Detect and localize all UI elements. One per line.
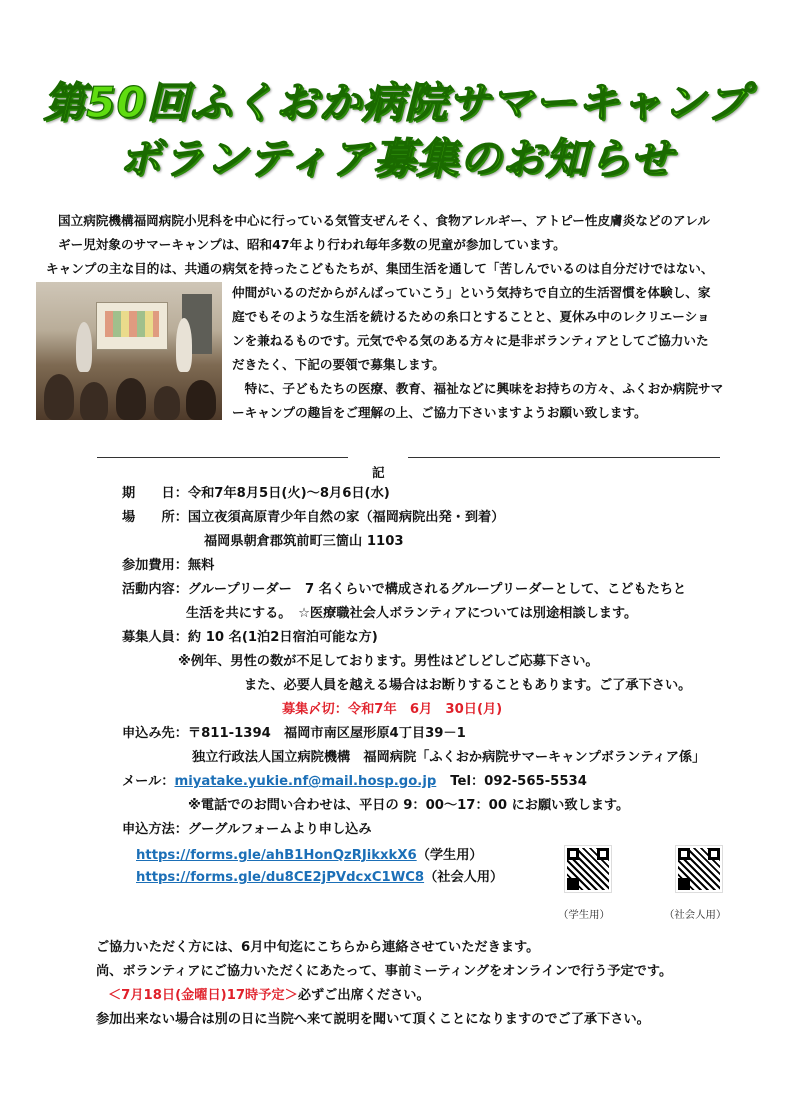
divider-right xyxy=(408,457,720,458)
qr-code-adult-icon[interactable] xyxy=(676,846,722,892)
intro-line-3: キャンプの主な目的は、共通の病気を持ったこどもたちが、集団生活を通して「苦しんでいるのは自分だけではない、 xyxy=(46,261,714,276)
recruit-note-1: ※例年、男性の数が不足しております。男性はどしどしご応募下さい。 xyxy=(178,654,599,669)
fee: 参加費用：無料 xyxy=(122,558,215,573)
form-student-line xyxy=(136,846,483,866)
intro-line-4: 仲間がいるのだからがんばっていこう」という気持ちで自立的生活習慣を体験し、家 xyxy=(232,285,711,300)
deadline: 募集〆切：令和7年 6月 30日(月) xyxy=(282,702,503,717)
period: 期 日：令和7年8月5日(火)～8月6日(水) xyxy=(122,486,390,501)
form-student-link[interactable]: https://forms.gle/ahB1HonQzRJikxkX6 xyxy=(136,848,417,863)
recruit: 募集人員：約 10 名(1泊2日宿泊可能な方) xyxy=(122,630,378,645)
footer-line-4: 参加出来ない場合は別の日に当院へ来て説明を聞いて頂くことになりますのでご了承下さい。 xyxy=(96,1012,650,1027)
intro-line-2: ギー児対象のサマーキャンプは、昭和47年より行われ毎年多数の児童が参加しています。 xyxy=(58,237,566,252)
intro-line-5: 庭でもそのような生活を続けるための糸口とすることと、夏休み中のレクリエーショ xyxy=(232,309,710,324)
qr-code-student-icon[interactable] xyxy=(565,846,611,892)
qr-label-student: （学生用） xyxy=(558,909,610,921)
form-student-label: （学生用） xyxy=(416,848,483,863)
mail-label: メール： xyxy=(122,774,175,789)
intro-line-6: ンを兼ねるものです。元気でやる気のある方々に是非ボランティアとしてご協力いた xyxy=(232,333,709,348)
footer-line-2: 尚、ボランティアにご協力いただくにあたって、事前ミーティングをオンラインで行う予定です。 xyxy=(96,964,673,979)
intro-line-1: 国立病院機構福岡病院小児科を中心に行っている気管支ぜんそく、食物アレルギー、アトピー性皮膚炎などのアレル xyxy=(58,213,710,228)
footer-line-1: ご協力いただく方には、6月中旬迄にこちらから連絡させていただきます。 xyxy=(96,940,540,955)
tel: Tel：092-565-5534 xyxy=(450,774,587,789)
form-adult-label: （社会人用） xyxy=(424,870,504,885)
address: 福岡県朝倉郡筑前町三箇山 1103 xyxy=(204,534,404,549)
meeting-date: ＜7月18日(金曜日)17時予定＞ xyxy=(108,988,298,1003)
recruit-note-2: また、必要人員を越える場合はお断りすることもあります。ご了承下さい。 xyxy=(244,678,692,693)
page-title-line-2: ボランティア募集のお知らせ xyxy=(118,134,674,183)
form-adult-link[interactable]: https://forms.gle/du8CE2jPVdcxC1WC8 xyxy=(136,870,425,885)
intro-line-7: だきたく、下記の要領で募集します。 xyxy=(232,357,445,372)
apply-method: 申込方法：グーグルフォームより申し込み xyxy=(122,822,372,837)
divider-left xyxy=(97,457,348,458)
page-title-line-1: 第50回ふくおか病院サマーキャンプ xyxy=(43,78,749,127)
camp-photo xyxy=(36,282,222,420)
qr-label-adult: （社会人用） xyxy=(664,909,727,921)
intro-line-9: ーキャンプの趣旨をご理解の上、ご協力下さいますようお願い致します。 xyxy=(232,405,647,420)
mail-link[interactable]: miyatake.yukie.nf@mail.hosp.go.jp xyxy=(174,774,437,789)
footer-line-3 xyxy=(108,986,430,1006)
meeting-note: 必ずご出席ください。 xyxy=(297,988,430,1003)
intro-line-8: 特に、子どもたちの医療、教育、福祉などに興味をお持ちの方々、ふくおか病院サマ xyxy=(232,381,724,396)
form-adult-line xyxy=(136,868,503,888)
contact-line xyxy=(122,772,587,792)
photo-board xyxy=(96,302,168,350)
ki-heading: 記 xyxy=(372,465,385,480)
activity-line-2: 生活を共にする。 ☆医療職社会人ボランティアについては別途相談します。 xyxy=(186,606,638,621)
organization: 独立行政法人国立病院機構 福岡病院「ふくおか病院サマーキャンプボランティア係」 xyxy=(192,750,706,765)
place: 場 所：国立夜須高原青少年自然の家（福岡病院出発・到着） xyxy=(122,510,505,525)
activity-line-1: 活動内容：グループリーダー 7 名くらいで構成されるグループリーダーとして、こどもたちと xyxy=(122,582,687,597)
phone-note: ※電話でのお問い合わせは、平日の 9：00～17：00 にお願い致します。 xyxy=(188,798,630,813)
apply-to: 申込み先：〒811-1394 福岡市南区屋形原4丁目39－1 xyxy=(122,726,466,741)
